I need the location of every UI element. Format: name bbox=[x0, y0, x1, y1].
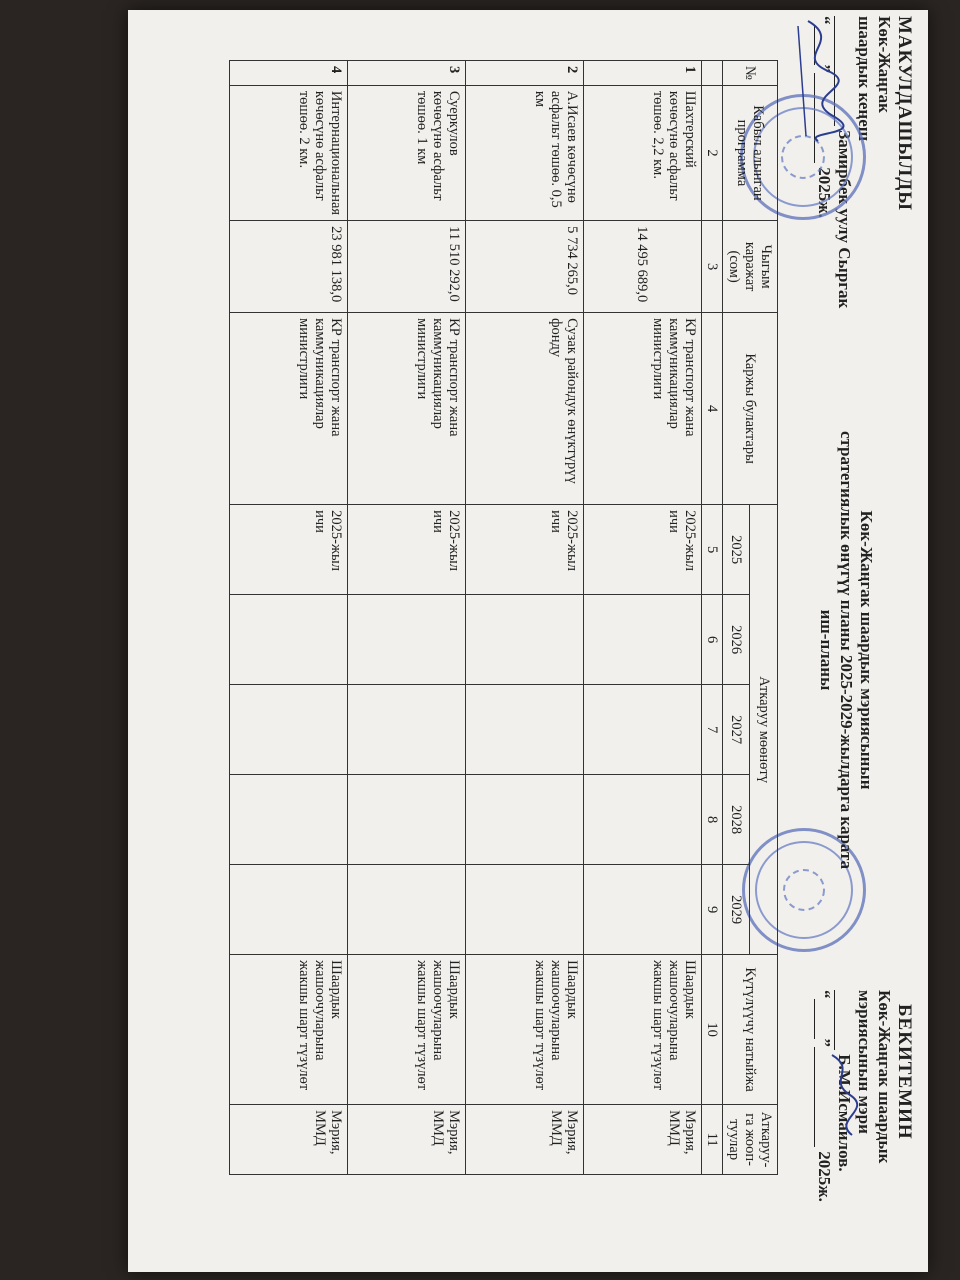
column-number bbox=[702, 61, 723, 86]
header-responsible: Аткаруу-га жооп-туулар bbox=[723, 1105, 778, 1175]
handwritten-signature-left bbox=[788, 16, 848, 146]
row-program: Интернациональная көчөсүнө асфальт төшөө. 2 км. bbox=[230, 85, 348, 220]
approval-left-line3: Замирбек уулу Сыргак bbox=[835, 130, 854, 309]
row-cost: 11 510 292,0 bbox=[348, 221, 466, 313]
approval-block-left: МАКУЛДАШЫЛДЫ Көк-Жаңгак шаардык кеңеш Замирбек уулу Сыргак “” 2025ж. bbox=[814, 16, 914, 346]
column-number: 5 bbox=[702, 505, 723, 595]
header-row bbox=[750, 61, 778, 1175]
rotated-content bbox=[128, 10, 928, 1272]
row-year-2026 bbox=[348, 595, 466, 685]
row-year-2027 bbox=[584, 685, 702, 775]
row-cost: 23 981 138,0 bbox=[230, 221, 348, 313]
title-line1: Көк-Жаңгак шаардык мэриясынын bbox=[857, 510, 876, 790]
row-year-2028 bbox=[584, 775, 702, 865]
approval-left-line2: шаардык кеңеш bbox=[855, 16, 874, 142]
row-cost: 5 734 265,0 bbox=[466, 221, 584, 313]
row-responsible: Мэрия, ММД bbox=[466, 1105, 584, 1175]
row-year-2029 bbox=[584, 865, 702, 955]
column-number: 11 bbox=[702, 1105, 723, 1175]
row-program: Суеркулов көчөсүнө асфальт төшөө. 1 км bbox=[348, 85, 466, 220]
row-program: А.Исаев көчөсүнө асфальт төшөө. 0,5 км bbox=[466, 85, 584, 220]
title-line2: стратегиялык өнүгүү планы 2025-2029-жылдарга карата bbox=[837, 430, 856, 870]
row-year-2025: 2025-жыл ичи bbox=[230, 505, 348, 595]
table-row bbox=[584, 61, 702, 1175]
approval-block-right: БЕКИТЕМИН Көк-Жаңгак шаардык мэриясынын мэри Б.М.Исмаилов. “” 2025ж. bbox=[814, 990, 914, 1260]
month-blank-right bbox=[814, 1047, 815, 1147]
row-number: 4 bbox=[230, 61, 348, 86]
row-result: Шаардык жашоочуларына жакшы шарт түзүлөт bbox=[348, 955, 466, 1105]
document-title bbox=[816, 340, 876, 960]
column-number: 9 bbox=[702, 865, 723, 955]
header-year: 2026 bbox=[723, 595, 751, 685]
column-number: 8 bbox=[702, 775, 723, 865]
row-number: 2 bbox=[466, 61, 584, 86]
table-row bbox=[230, 61, 348, 1175]
header-year: 2029 bbox=[723, 865, 751, 955]
row-year-2026 bbox=[230, 595, 348, 685]
row-source: Сузак райондук өнүктүрүү фонду bbox=[466, 313, 584, 505]
row-responsible: Мэрия, ММД bbox=[348, 1105, 466, 1175]
row-source: КР транспорт жана каммуникациялар министрлиги bbox=[348, 313, 466, 505]
row-year-2029 bbox=[230, 865, 348, 955]
row-year-2029 bbox=[466, 865, 584, 955]
action-plan-table bbox=[229, 60, 778, 1175]
header-year: 2028 bbox=[723, 775, 751, 865]
row-year-2025: 2025-жыл ичи bbox=[584, 505, 702, 595]
approval-left-date: 2025ж. bbox=[815, 167, 834, 218]
header-result: Күтүлүүчү натыйжа bbox=[723, 955, 778, 1105]
row-result: Шаардык жашоочуларына жакшы шарт түзүлөт bbox=[584, 955, 702, 1105]
document-page bbox=[128, 10, 928, 1272]
row-year-2027 bbox=[348, 685, 466, 775]
row-year-2026 bbox=[584, 595, 702, 685]
column-number-row bbox=[702, 61, 723, 1175]
column-number: 10 bbox=[702, 955, 723, 1105]
row-number: 1 bbox=[584, 61, 702, 86]
row-cost: 14 495 689,0 bbox=[584, 221, 702, 313]
approval-right-line3: Б.М.Исмаилов. bbox=[835, 1054, 854, 1172]
row-year-2028 bbox=[230, 775, 348, 865]
row-year-2026 bbox=[466, 595, 584, 685]
row-year-2025: 2025-жыл ичи bbox=[466, 505, 584, 595]
row-source: КР транспорт жана каммуникациялар министрлиги bbox=[230, 313, 348, 505]
header-program: Кабыл алынган программа bbox=[723, 85, 778, 220]
row-result: Шаардык жашоочуларына жакшы шарт түзүлөт bbox=[230, 955, 348, 1105]
row-year-2028 bbox=[466, 775, 584, 865]
table-row bbox=[348, 61, 466, 1175]
column-number: 6 bbox=[702, 595, 723, 685]
header-period: Аткаруу мөөнөтү bbox=[750, 505, 778, 955]
date-blank-right bbox=[814, 999, 815, 1039]
row-year-2029 bbox=[348, 865, 466, 955]
row-source: КР транспорт жана каммуникациялар министрлиги bbox=[584, 313, 702, 505]
row-year-2025: 2025-жыл ичи bbox=[348, 505, 466, 595]
row-responsible: Мэрия, ММД bbox=[230, 1105, 348, 1175]
title-line3: иш-планы bbox=[817, 609, 836, 691]
approval-right-line2: мэриясынын мэри bbox=[855, 990, 874, 1134]
row-year-2027 bbox=[230, 685, 348, 775]
approval-right-title: БЕКИТЕМИН bbox=[894, 1004, 915, 1140]
row-number: 3 bbox=[348, 61, 466, 86]
header-year: 2025 bbox=[723, 505, 751, 595]
signature-line-right bbox=[834, 990, 835, 1050]
table-row bbox=[466, 61, 584, 1175]
row-responsible: Мэрия, ММД bbox=[584, 1105, 702, 1175]
header-cost: Чыгым каражат (сом) bbox=[723, 221, 778, 313]
header-year: 2027 bbox=[723, 685, 751, 775]
row-year-2027 bbox=[466, 685, 584, 775]
column-number: 4 bbox=[702, 313, 723, 505]
row-program: Шахтерский көчөсүнө асфальт төшөө. 2,2 км. bbox=[584, 85, 702, 220]
column-number: 3 bbox=[702, 221, 723, 313]
column-number: 7 bbox=[702, 685, 723, 775]
row-year-2028 bbox=[348, 775, 466, 865]
column-number: 2 bbox=[702, 85, 723, 220]
approval-right-date: 2025ж. bbox=[815, 1151, 834, 1202]
header-sources: Каржы булактары bbox=[723, 313, 778, 505]
approval-left-line1: Көк-Жаңгак bbox=[875, 16, 894, 113]
approval-right-line1: Көк-Жаңгак шаардык bbox=[875, 990, 894, 1164]
header-no: № bbox=[723, 61, 778, 86]
handwritten-signature-right bbox=[822, 1050, 862, 1140]
approval-left-title: МАКУЛДАШЫЛДЫ bbox=[894, 16, 915, 211]
row-result: Шаардык жашоочуларына жакшы шарт түзүлөт bbox=[466, 955, 584, 1105]
